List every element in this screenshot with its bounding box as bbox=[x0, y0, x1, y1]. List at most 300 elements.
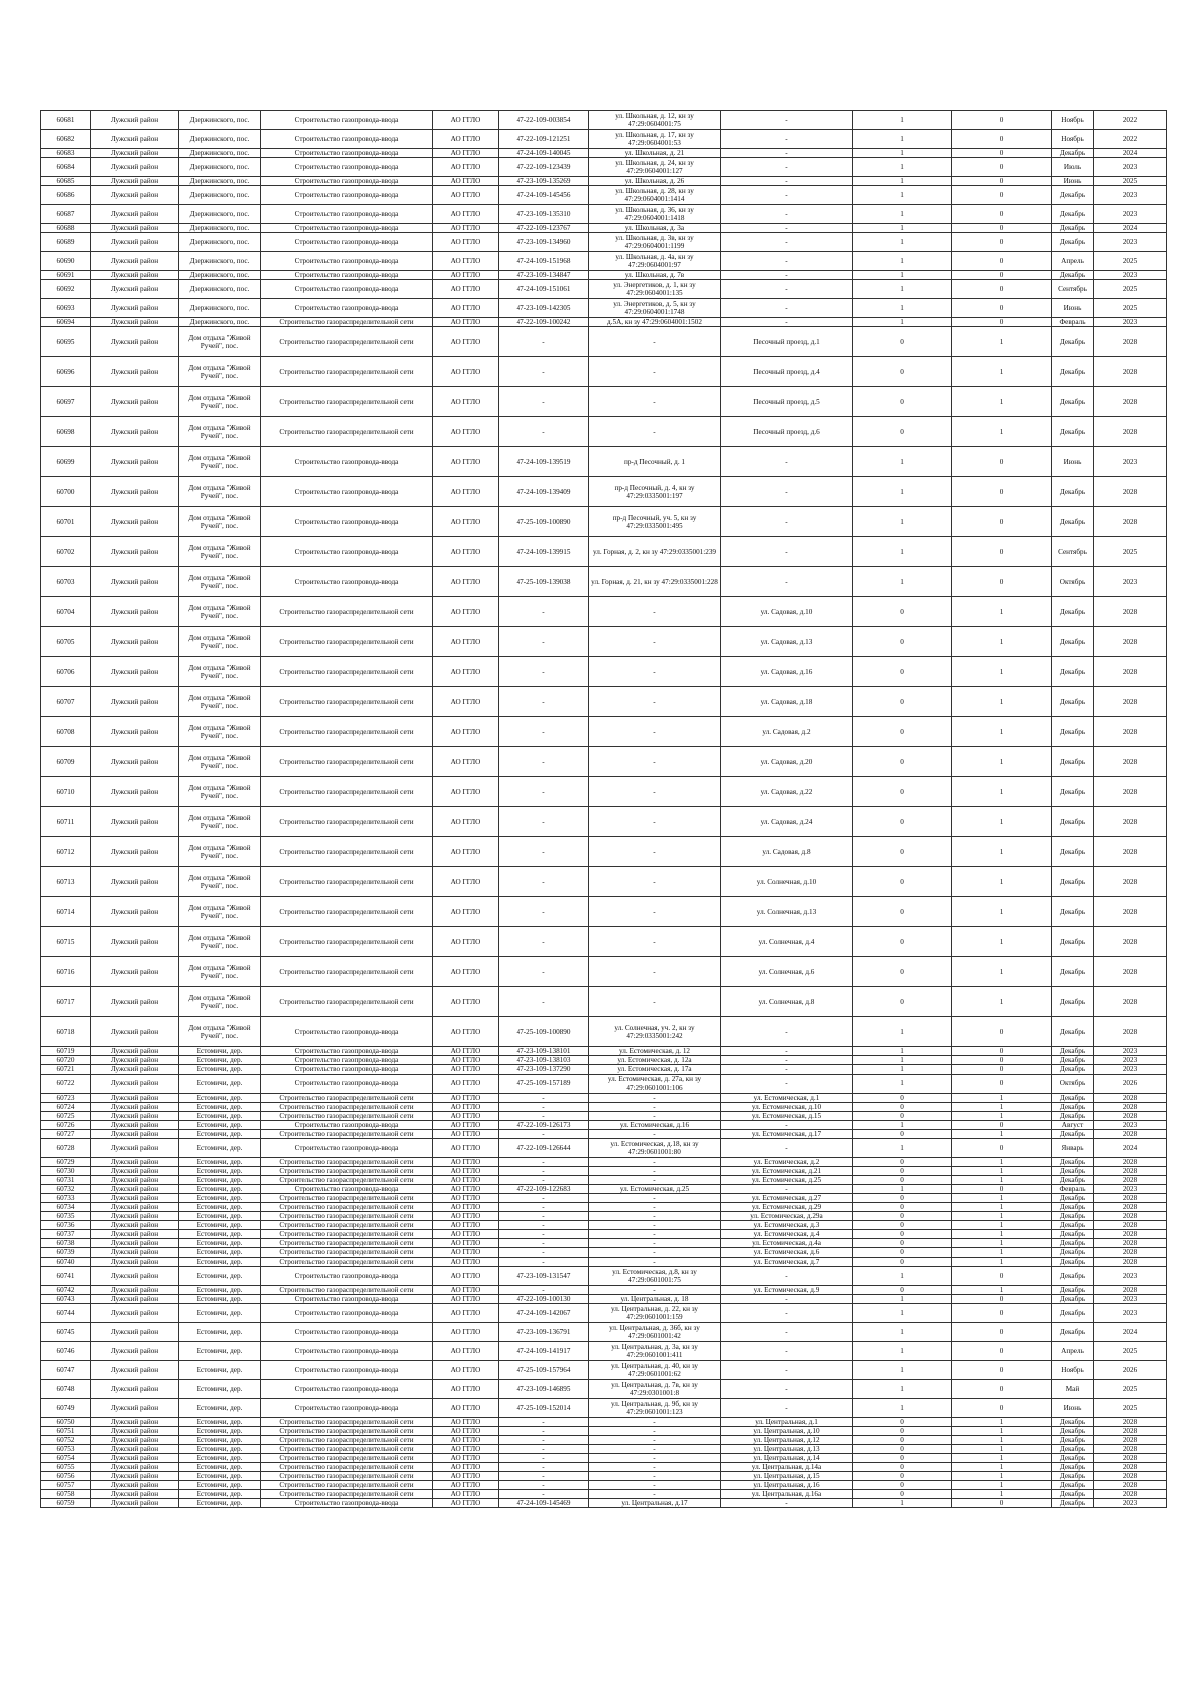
cell-gas-input-count: 1 bbox=[853, 318, 952, 327]
cell-application-number: - bbox=[499, 1129, 589, 1138]
cell-district: Лужский район bbox=[91, 1102, 179, 1111]
cell-address: - bbox=[589, 1102, 721, 1111]
cell-year: 2028 bbox=[1094, 1463, 1167, 1472]
cell-organization: АО ГГЛО bbox=[433, 657, 499, 687]
cell-settlement: Естомичи, дер. bbox=[179, 1417, 261, 1426]
cell-organization: АО ГГЛО bbox=[433, 1056, 499, 1065]
cell-application-number: 47-24-109-140045 bbox=[499, 149, 589, 158]
cell-network-address: - bbox=[721, 1341, 853, 1360]
table-row bbox=[41, 1138, 1167, 1157]
cell-network-count: 0 bbox=[952, 1047, 1052, 1056]
cell-network-address: - bbox=[721, 1185, 853, 1194]
cell-settlement: Дом отдыха "Живой Ручей", пос. bbox=[179, 597, 261, 627]
cell-organization: АО ГГЛО bbox=[433, 897, 499, 927]
cell-network-count: 1 bbox=[952, 1490, 1052, 1499]
cell-row-number: 60709 bbox=[41, 747, 91, 777]
cell-application-number: - bbox=[499, 327, 589, 357]
cell-district: Лужский район bbox=[91, 1360, 179, 1379]
cell-address: - bbox=[589, 657, 721, 687]
cell-district: Лужский район bbox=[91, 205, 179, 224]
cell-row-number: 60745 bbox=[41, 1322, 91, 1341]
cell-address: - bbox=[589, 1435, 721, 1444]
table-row bbox=[41, 233, 1167, 252]
cell-application-number: 47-23-109-134960 bbox=[499, 233, 589, 252]
cell-network-address: - bbox=[721, 252, 853, 271]
cell-year: 2022 bbox=[1094, 130, 1167, 149]
cell-month: Октябрь bbox=[1052, 1074, 1094, 1093]
cell-network-address: ул. Садовая, д.20 bbox=[721, 747, 853, 777]
cell-settlement: Естомичи, дер. bbox=[179, 1444, 261, 1453]
cell-address: - bbox=[589, 1212, 721, 1221]
cell-work-type: Строительство газораспределительной сети bbox=[261, 1248, 433, 1257]
cell-settlement: Естомичи, дер. bbox=[179, 1322, 261, 1341]
cell-district: Лужский район bbox=[91, 1185, 179, 1194]
cell-organization: АО ГГЛО bbox=[433, 1435, 499, 1444]
cell-application-number: 47-24-109-142067 bbox=[499, 1303, 589, 1322]
cell-network-address: ул. Естомическая, д.29а bbox=[721, 1212, 853, 1221]
cell-year: 2028 bbox=[1094, 777, 1167, 807]
cell-settlement: Естомичи, дер. bbox=[179, 1472, 261, 1481]
cell-row-number: 60731 bbox=[41, 1175, 91, 1184]
cell-address: - bbox=[589, 1221, 721, 1230]
cell-application-number: 47-22-109-121251 bbox=[499, 130, 589, 149]
cell-year: 2028 bbox=[1094, 927, 1167, 957]
table-row bbox=[41, 111, 1167, 130]
cell-organization: АО ГГЛО bbox=[433, 927, 499, 957]
cell-work-type: Строительство газопровода-ввода bbox=[261, 149, 433, 158]
table-row bbox=[41, 205, 1167, 224]
cell-organization: АО ГГЛО bbox=[433, 777, 499, 807]
cell-year: 2028 bbox=[1094, 1093, 1167, 1102]
cell-month: Декабрь bbox=[1052, 1194, 1094, 1203]
cell-network-address: - bbox=[721, 1294, 853, 1303]
table-row bbox=[41, 1102, 1167, 1111]
table-row bbox=[41, 1221, 1167, 1230]
cell-work-type: Строительство газопровода-ввода bbox=[261, 1138, 433, 1157]
cell-settlement: Естомичи, дер. bbox=[179, 1194, 261, 1203]
cell-settlement: Естомичи, дер. bbox=[179, 1157, 261, 1166]
cell-settlement: Дзержинского, пос. bbox=[179, 186, 261, 205]
table-row bbox=[41, 130, 1167, 149]
cell-gas-input-count: 1 bbox=[853, 1322, 952, 1341]
cell-gas-input-count: 0 bbox=[853, 1426, 952, 1435]
table-row bbox=[41, 447, 1167, 477]
cell-district: Лужский район bbox=[91, 1499, 179, 1508]
cell-settlement: Естомичи, дер. bbox=[179, 1221, 261, 1230]
table-row bbox=[41, 987, 1167, 1017]
cell-network-address: ул. Естомическая, д.6 bbox=[721, 1248, 853, 1257]
cell-network-address: - bbox=[721, 1266, 853, 1285]
cell-network-address: ул. Естомическая, д.3 bbox=[721, 1221, 853, 1230]
cell-network-count: 1 bbox=[952, 1175, 1052, 1184]
cell-gas-input-count: 0 bbox=[853, 1093, 952, 1102]
cell-gas-input-count: 1 bbox=[853, 177, 952, 186]
cell-settlement: Дом отдыха "Живой Ручей", пос. bbox=[179, 687, 261, 717]
cell-application-number: 47-25-109-100890 bbox=[499, 1017, 589, 1047]
cell-district: Лужский район bbox=[91, 957, 179, 987]
cell-work-type: Строительство газопровода-ввода bbox=[261, 252, 433, 271]
cell-year: 2023 bbox=[1094, 1065, 1167, 1074]
table-row bbox=[41, 318, 1167, 327]
cell-settlement: Дом отдыха "Живой Ручей", пос. bbox=[179, 447, 261, 477]
cell-network-address: ул. Садовая, д.8 bbox=[721, 837, 853, 867]
cell-district: Лужский район bbox=[91, 1203, 179, 1212]
cell-month: Июль bbox=[1052, 158, 1094, 177]
cell-organization: АО ГГЛО bbox=[433, 597, 499, 627]
cell-application-number: - bbox=[499, 1212, 589, 1221]
cell-network-count: 1 bbox=[952, 1166, 1052, 1175]
cell-address: ул. Энергетиков, д. 1, кн зу 47:29:0604001:135 bbox=[589, 280, 721, 299]
cell-organization: АО ГГЛО bbox=[433, 271, 499, 280]
cell-application-number: 47-24-109-141917 bbox=[499, 1341, 589, 1360]
cell-application-number: 47-24-109-139915 bbox=[499, 537, 589, 567]
cell-work-type: Строительство газораспределительной сети bbox=[261, 867, 433, 897]
table-row bbox=[41, 1047, 1167, 1056]
cell-settlement: Дом отдыха "Живой Ручей", пос. bbox=[179, 777, 261, 807]
cell-organization: АО ГГЛО bbox=[433, 280, 499, 299]
cell-network-count: 0 bbox=[952, 205, 1052, 224]
cell-gas-input-count: 0 bbox=[853, 1212, 952, 1221]
cell-network-address: ул. Садовая, д.13 bbox=[721, 627, 853, 657]
cell-address: ул. Горная, д. 2, кн зу 47:29:0335001:239 bbox=[589, 537, 721, 567]
cell-settlement: Естомичи, дер. bbox=[179, 1074, 261, 1093]
cell-year: 2028 bbox=[1094, 1490, 1167, 1499]
cell-network-count: 0 bbox=[952, 477, 1052, 507]
cell-district: Лужский район bbox=[91, 1138, 179, 1157]
cell-month: Декабрь bbox=[1052, 1056, 1094, 1065]
cell-network-address: ул. Солнечная, д.6 bbox=[721, 957, 853, 987]
cell-network-count: 0 bbox=[952, 1379, 1052, 1398]
cell-gas-input-count: 0 bbox=[853, 597, 952, 627]
cell-network-address: ул. Естомическая, д.10 bbox=[721, 1102, 853, 1111]
cell-address: ул. Центральная, д. 36б, кн зу 47:29:0601001:42 bbox=[589, 1322, 721, 1341]
cell-network-count: 1 bbox=[952, 1453, 1052, 1462]
cell-district: Лужский район bbox=[91, 357, 179, 387]
cell-work-type: Строительство газопровода-ввода bbox=[261, 299, 433, 318]
cell-application-number: 47-23-109-134847 bbox=[499, 271, 589, 280]
cell-district: Лужский район bbox=[91, 1481, 179, 1490]
cell-network-count: 1 bbox=[952, 927, 1052, 957]
cell-settlement: Дзержинского, пос. bbox=[179, 177, 261, 186]
table-row bbox=[41, 357, 1167, 387]
cell-address: пр-д Песочный, д. 4, кн зу 47:29:0335001:197 bbox=[589, 477, 721, 507]
table-row bbox=[41, 149, 1167, 158]
cell-month: Декабрь bbox=[1052, 897, 1094, 927]
cell-application-number: 47-24-109-151061 bbox=[499, 280, 589, 299]
cell-settlement: Дом отдыха "Живой Ручей", пос. bbox=[179, 507, 261, 537]
table-row bbox=[41, 1065, 1167, 1074]
cell-work-type: Строительство газораспределительной сети bbox=[261, 1453, 433, 1462]
cell-work-type: Строительство газопровода-ввода bbox=[261, 1499, 433, 1508]
cell-application-number: 47-23-109-131547 bbox=[499, 1266, 589, 1285]
cell-network-count: 0 bbox=[952, 252, 1052, 271]
cell-application-number: 47-25-109-100890 bbox=[499, 507, 589, 537]
cell-application-number: - bbox=[499, 387, 589, 417]
cell-application-number: - bbox=[499, 1426, 589, 1435]
cell-application-number: 47-23-109-138101 bbox=[499, 1047, 589, 1056]
cell-network-address: - bbox=[721, 149, 853, 158]
cell-settlement: Естомичи, дер. bbox=[179, 1093, 261, 1102]
cell-application-number: 47-22-109-122683 bbox=[499, 1185, 589, 1194]
table-row bbox=[41, 1285, 1167, 1294]
table-row bbox=[41, 507, 1167, 537]
cell-row-number: 60738 bbox=[41, 1239, 91, 1248]
cell-district: Лужский район bbox=[91, 1322, 179, 1341]
cell-organization: АО ГГЛО bbox=[433, 1417, 499, 1426]
cell-work-type: Строительство газораспределительной сети bbox=[261, 1175, 433, 1184]
cell-settlement: Естомичи, дер. bbox=[179, 1490, 261, 1499]
cell-settlement: Дом отдыха "Живой Ручей", пос. bbox=[179, 627, 261, 657]
cell-month: Февраль bbox=[1052, 1185, 1094, 1194]
cell-year: 2028 bbox=[1094, 1194, 1167, 1203]
cell-month: Декабрь bbox=[1052, 387, 1094, 417]
cell-year: 2022 bbox=[1094, 111, 1167, 130]
cell-organization: АО ГГЛО bbox=[433, 1426, 499, 1435]
cell-district: Лужский район bbox=[91, 158, 179, 177]
cell-address: - bbox=[589, 1157, 721, 1166]
cell-application-number: - bbox=[499, 1435, 589, 1444]
cell-organization: АО ГГЛО bbox=[433, 1303, 499, 1322]
cell-month: Декабрь bbox=[1052, 717, 1094, 747]
cell-organization: АО ГГЛО bbox=[433, 158, 499, 177]
cell-gas-input-count: 0 bbox=[853, 1248, 952, 1257]
cell-network-address: - bbox=[721, 1120, 853, 1129]
cell-month: Декабрь bbox=[1052, 507, 1094, 537]
cell-address: - bbox=[589, 1175, 721, 1184]
cell-year: 2023 bbox=[1094, 447, 1167, 477]
cell-row-number: 60699 bbox=[41, 447, 91, 477]
table-row bbox=[41, 1426, 1167, 1435]
table-row bbox=[41, 1463, 1167, 1472]
cell-network-count: 0 bbox=[952, 1360, 1052, 1379]
cell-address: ул. Естомическая, д. 12 bbox=[589, 1047, 721, 1056]
cell-address: - bbox=[589, 1481, 721, 1490]
cell-work-type: Строительство газораспределительной сети bbox=[261, 1221, 433, 1230]
cell-row-number: 60704 bbox=[41, 597, 91, 627]
cell-network-address: - bbox=[721, 477, 853, 507]
cell-network-count: 1 bbox=[952, 1481, 1052, 1490]
cell-settlement: Естомичи, дер. bbox=[179, 1056, 261, 1065]
cell-network-count: 1 bbox=[952, 987, 1052, 1017]
cell-network-count: 1 bbox=[952, 777, 1052, 807]
cell-gas-input-count: 0 bbox=[853, 867, 952, 897]
cell-network-address: - bbox=[721, 177, 853, 186]
cell-district: Лужский район bbox=[91, 1303, 179, 1322]
cell-district: Лужский район bbox=[91, 1398, 179, 1417]
cell-district: Лужский район bbox=[91, 1490, 179, 1499]
cell-row-number: 60727 bbox=[41, 1129, 91, 1138]
cell-network-address: - bbox=[721, 1499, 853, 1508]
cell-address: ул. Школьная, д. 3а bbox=[589, 224, 721, 233]
cell-address: ул. Естомическая, д. 27а, кн зу 47:29:0601001:106 bbox=[589, 1074, 721, 1093]
cell-address: - bbox=[589, 1472, 721, 1481]
cell-year: 2028 bbox=[1094, 1175, 1167, 1184]
cell-application-number: - bbox=[499, 1248, 589, 1257]
cell-year: 2028 bbox=[1094, 867, 1167, 897]
cell-work-type: Строительство газопровода-ввода bbox=[261, 1341, 433, 1360]
cell-network-count: 1 bbox=[952, 837, 1052, 867]
cell-month: Декабрь bbox=[1052, 1065, 1094, 1074]
cell-month: Декабрь bbox=[1052, 837, 1094, 867]
cell-work-type: Строительство газораспределительной сети bbox=[261, 747, 433, 777]
cell-organization: АО ГГЛО bbox=[433, 1490, 499, 1499]
cell-network-count: 0 bbox=[952, 271, 1052, 280]
cell-gas-input-count: 1 bbox=[853, 1499, 952, 1508]
cell-application-number: - bbox=[499, 837, 589, 867]
cell-district: Лужский район bbox=[91, 507, 179, 537]
cell-gas-input-count: 1 bbox=[853, 1047, 952, 1056]
cell-work-type: Строительство газораспределительной сети bbox=[261, 657, 433, 687]
table-row bbox=[41, 1194, 1167, 1203]
table-row bbox=[41, 1499, 1167, 1508]
cell-gas-input-count: 1 bbox=[853, 271, 952, 280]
cell-network-address: - bbox=[721, 447, 853, 477]
cell-gas-input-count: 0 bbox=[853, 807, 952, 837]
cell-row-number: 60744 bbox=[41, 1303, 91, 1322]
cell-application-number: 47-25-109-152014 bbox=[499, 1398, 589, 1417]
cell-network-count: 1 bbox=[952, 867, 1052, 897]
cell-year: 2023 bbox=[1094, 158, 1167, 177]
cell-year: 2025 bbox=[1094, 299, 1167, 318]
table-row bbox=[41, 280, 1167, 299]
cell-application-number: - bbox=[499, 1490, 589, 1499]
table-row bbox=[41, 252, 1167, 271]
cell-gas-input-count: 1 bbox=[853, 1398, 952, 1417]
cell-organization: АО ГГЛО bbox=[433, 357, 499, 387]
cell-row-number: 60757 bbox=[41, 1481, 91, 1490]
cell-work-type: Строительство газораспределительной сети bbox=[261, 387, 433, 417]
cell-district: Лужский район bbox=[91, 280, 179, 299]
table-row bbox=[41, 1111, 1167, 1120]
cell-settlement: Естомичи, дер. bbox=[179, 1047, 261, 1056]
cell-row-number: 60742 bbox=[41, 1285, 91, 1294]
cell-organization: АО ГГЛО bbox=[433, 417, 499, 447]
cell-month: Декабрь bbox=[1052, 1472, 1094, 1481]
cell-month: Декабрь bbox=[1052, 1257, 1094, 1266]
cell-district: Лужский район bbox=[91, 1212, 179, 1221]
cell-gas-input-count: 1 bbox=[853, 158, 952, 177]
cell-row-number: 60702 bbox=[41, 537, 91, 567]
cell-settlement: Дом отдыха "Живой Ручей", пос. bbox=[179, 717, 261, 747]
table-row bbox=[41, 1175, 1167, 1184]
cell-year: 2028 bbox=[1094, 387, 1167, 417]
cell-gas-input-count: 1 bbox=[853, 447, 952, 477]
cell-settlement: Дзержинского, пос. bbox=[179, 158, 261, 177]
cell-row-number: 60746 bbox=[41, 1341, 91, 1360]
cell-network-count: 0 bbox=[952, 1499, 1052, 1508]
cell-application-number: - bbox=[499, 1453, 589, 1462]
cell-organization: АО ГГЛО bbox=[433, 1472, 499, 1481]
cell-gas-input-count: 1 bbox=[853, 111, 952, 130]
cell-network-count: 1 bbox=[952, 327, 1052, 357]
cell-year: 2028 bbox=[1094, 1157, 1167, 1166]
cell-network-count: 0 bbox=[952, 1017, 1052, 1047]
cell-network-address: - bbox=[721, 1360, 853, 1379]
cell-year: 2023 bbox=[1094, 1303, 1167, 1322]
table-row bbox=[41, 897, 1167, 927]
cell-network-count: 0 bbox=[952, 130, 1052, 149]
cell-settlement: Дзержинского, пос. bbox=[179, 224, 261, 233]
cell-address: д.5А, кн зу 47:29:0604001:1502 bbox=[589, 318, 721, 327]
cell-network-address: ул. Центральная, д.12 bbox=[721, 1435, 853, 1444]
cell-organization: АО ГГЛО bbox=[433, 687, 499, 717]
cell-application-number: 47-25-109-157964 bbox=[499, 1360, 589, 1379]
cell-organization: АО ГГЛО bbox=[433, 1453, 499, 1462]
cell-address: - bbox=[589, 327, 721, 357]
cell-district: Лужский район bbox=[91, 149, 179, 158]
cell-row-number: 60722 bbox=[41, 1074, 91, 1093]
cell-settlement: Дом отдыха "Живой Ручей", пос. bbox=[179, 837, 261, 867]
cell-settlement: Естомичи, дер. bbox=[179, 1230, 261, 1239]
cell-month: Декабрь bbox=[1052, 1093, 1094, 1102]
cell-organization: АО ГГЛО bbox=[433, 177, 499, 186]
cell-month: Декабрь bbox=[1052, 927, 1094, 957]
cell-month: Декабрь bbox=[1052, 271, 1094, 280]
cell-gas-input-count: 1 bbox=[853, 1379, 952, 1398]
cell-application-number: - bbox=[499, 1175, 589, 1184]
cell-settlement: Естомичи, дер. bbox=[179, 1426, 261, 1435]
cell-network-count: 1 bbox=[952, 1257, 1052, 1266]
cell-organization: АО ГГЛО bbox=[433, 387, 499, 417]
table-row bbox=[41, 687, 1167, 717]
cell-address: ул. Центральная, д. 40, кн зу 47:29:0601001:62 bbox=[589, 1360, 721, 1379]
cell-work-type: Строительство газораспределительной сети bbox=[261, 1481, 433, 1490]
cell-network-address: ул. Центральная, д.14а bbox=[721, 1463, 853, 1472]
cell-row-number: 60689 bbox=[41, 233, 91, 252]
cell-network-address: - bbox=[721, 1379, 853, 1398]
cell-address: - bbox=[589, 1194, 721, 1203]
cell-work-type: Строительство газораспределительной сети bbox=[261, 597, 433, 627]
cell-work-type: Строительство газораспределительной сети bbox=[261, 897, 433, 927]
cell-work-type: Строительство газораспределительной сети bbox=[261, 1166, 433, 1175]
table-row bbox=[41, 1435, 1167, 1444]
cell-year: 2023 bbox=[1094, 271, 1167, 280]
table-row bbox=[41, 747, 1167, 777]
cell-district: Лужский район bbox=[91, 1239, 179, 1248]
cell-organization: АО ГГЛО bbox=[433, 957, 499, 987]
cell-year: 2026 bbox=[1094, 1074, 1167, 1093]
cell-work-type: Строительство газораспределительной сети bbox=[261, 807, 433, 837]
cell-year: 2028 bbox=[1094, 1221, 1167, 1230]
cell-district: Лужский район bbox=[91, 477, 179, 507]
cell-organization: АО ГГЛО bbox=[433, 1481, 499, 1490]
cell-settlement: Естомичи, дер. bbox=[179, 1175, 261, 1184]
cell-gas-input-count: 0 bbox=[853, 1257, 952, 1266]
cell-application-number: - bbox=[499, 1102, 589, 1111]
cell-row-number: 60724 bbox=[41, 1102, 91, 1111]
cell-settlement: Дом отдыха "Живой Ручей", пос. bbox=[179, 957, 261, 987]
cell-month: Январь bbox=[1052, 1138, 1094, 1157]
cell-network-count: 0 bbox=[952, 1065, 1052, 1074]
cell-organization: АО ГГЛО bbox=[433, 1111, 499, 1120]
cell-month: Декабрь bbox=[1052, 1322, 1094, 1341]
cell-row-number: 60697 bbox=[41, 387, 91, 417]
cell-year: 2023 bbox=[1094, 1266, 1167, 1285]
cell-work-type: Строительство газопровода-ввода bbox=[261, 447, 433, 477]
cell-organization: АО ГГЛО bbox=[433, 507, 499, 537]
cell-work-type: Строительство газопровода-ввода bbox=[261, 1379, 433, 1398]
cell-address: ул. Центральная, д. 9б, кн зу 47:29:0601001:123 bbox=[589, 1398, 721, 1417]
cell-gas-input-count: 1 bbox=[853, 1065, 952, 1074]
cell-gas-input-count: 0 bbox=[853, 1285, 952, 1294]
cell-application-number: 47-22-109-100242 bbox=[499, 318, 589, 327]
cell-work-type: Строительство газопровода-ввода bbox=[261, 1322, 433, 1341]
cell-row-number: 60694 bbox=[41, 318, 91, 327]
cell-row-number: 60756 bbox=[41, 1472, 91, 1481]
cell-organization: АО ГГЛО bbox=[433, 1221, 499, 1230]
cell-network-count: 1 bbox=[952, 1417, 1052, 1426]
cell-network-count: 0 bbox=[952, 186, 1052, 205]
